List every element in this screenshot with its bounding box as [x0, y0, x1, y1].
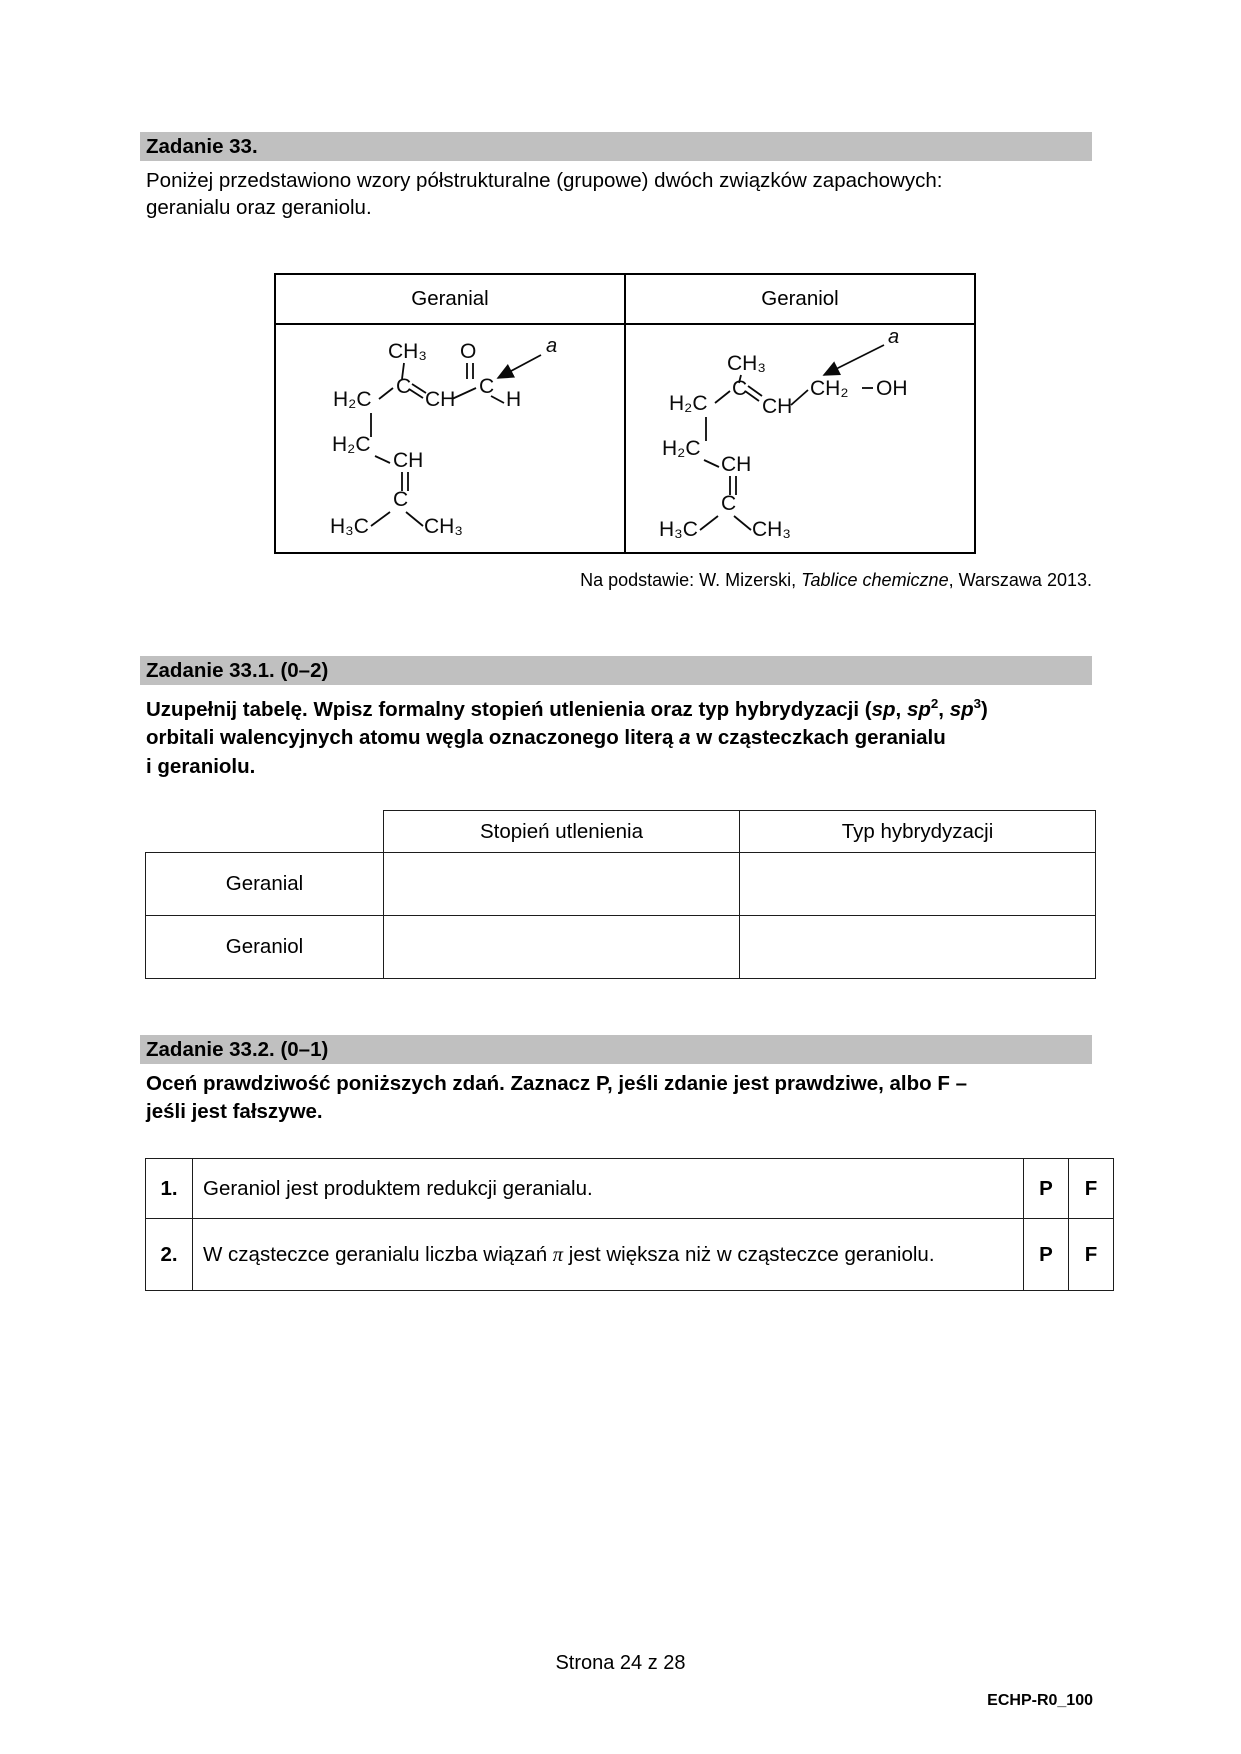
answer-cell-geraniol-oxidation[interactable] [384, 916, 740, 979]
source-pre: Na podstawie: W. Mizerski, [580, 570, 802, 590]
task33-intro [146, 167, 1092, 221]
statement-number: 1. [146, 1159, 193, 1219]
label-a-arrow [824, 345, 884, 375]
answer-cell-geraniol-hybridization[interactable] [740, 916, 1096, 979]
atom-label: CH [721, 453, 752, 476]
source-post: , Warszawa 2013. [948, 570, 1092, 590]
atom-label: OH [876, 377, 908, 400]
pi-symbol: π [552, 1243, 564, 1266]
task331-header-label: Zadanie 33.1. (0–2) [146, 659, 329, 682]
atom-label: C [393, 488, 409, 511]
statement-text [193, 1219, 1024, 1291]
task332-header-label: Zadanie 33.2. (0–1) [146, 1038, 329, 1061]
atom-label: CH₃ [388, 340, 427, 363]
atom-label: C [732, 377, 748, 400]
option-f-statement-1[interactable]: F [1069, 1159, 1114, 1219]
atom-label: H [506, 388, 522, 411]
carbon-a-label: a [546, 335, 558, 357]
geraniol-structure-drawing [626, 325, 974, 552]
true-false-table [145, 1158, 1114, 1291]
table331-col-header-oxidation: Stopień utlenienia [384, 811, 740, 853]
instr-text: , [895, 697, 907, 721]
task33-intro-line2: geranialu oraz geraniolu. [146, 196, 372, 219]
source-attribution [580, 570, 1092, 591]
page-number: Strona 24 z 28 [555, 1652, 686, 1674]
sp-symbol: sp [871, 697, 896, 721]
atom-label: H₃C [659, 518, 698, 541]
task332-instruction [146, 1070, 1092, 1126]
task331-instruction [146, 690, 1092, 781]
atom-label: CH₃ [752, 518, 791, 541]
task331-header-bar [140, 656, 1092, 685]
table-row [146, 1219, 1114, 1291]
sp-symbol: sp [949, 697, 974, 721]
source-title: Tablice chemiczne [801, 570, 949, 590]
geraniol-structure-cell [625, 324, 975, 553]
instr-text: orbitali walencyjnych atomu węgla oznaczonego literą [146, 726, 680, 750]
atom-label: CH [762, 395, 793, 418]
atom-label: H₂C [333, 388, 372, 411]
table331-stub-cell [146, 811, 384, 853]
atom-label: H₂C [662, 437, 701, 460]
statement-text [193, 1159, 1024, 1219]
task33-header-label: Zadanie 33. [146, 135, 258, 158]
instr-text: jeśli jest fałszywe. [146, 1100, 323, 1123]
table331-col-header-hybridization: Typ hybrydyzacji [740, 811, 1096, 853]
answer-cell-geranial-oxidation[interactable] [384, 853, 740, 916]
label-a-arrow [498, 355, 541, 378]
statement-2-text: jest większa niż w cząsteczce geraniolu. [563, 1242, 935, 1266]
atom-label: CH₂ [810, 377, 849, 400]
table-row [146, 1159, 1114, 1219]
atom-label: H₃C [330, 515, 369, 538]
instr-text: , [938, 697, 950, 721]
statement-number: 2. [146, 1219, 193, 1291]
atom-label: C [396, 375, 412, 398]
table331-row-label-geraniol: Geraniol [146, 916, 384, 979]
sp2-superscript: 2 [930, 696, 939, 711]
atom-label: CH [425, 388, 456, 411]
atom-label: O [460, 340, 477, 363]
instr-text: i geraniolu. [146, 754, 256, 778]
carbon-a-label: a [888, 326, 900, 348]
atom-label: H₂C [332, 433, 371, 456]
task33-intro-line1: Poniżej przedstawiono wzory półstrukturalne (grupowe) dwóch związków zapachowych: [146, 169, 943, 192]
geranial-structure-cell [275, 324, 625, 553]
instr-text: w cząsteczkach geranialu [690, 726, 946, 750]
oxidation-hybridization-table [145, 810, 1096, 979]
answer-cell-geranial-hybridization[interactable] [740, 853, 1096, 916]
statement-1-text: Geraniol jest produktem redukcji geranialu. [203, 1177, 593, 1200]
task332-header-bar [140, 1035, 1092, 1064]
document-code: ECHP-R0_100 [987, 1692, 1093, 1709]
task33-header-bar [140, 132, 1092, 161]
atom-label: C [721, 492, 737, 515]
sp-symbol: sp [906, 697, 931, 721]
a-symbol: a [679, 726, 691, 750]
geranial-structure-drawing [276, 325, 624, 552]
atom-label: CH₃ [424, 515, 463, 538]
sp3-superscript: 3 [973, 696, 982, 711]
atom-label: C [479, 375, 495, 398]
atom-label: CH [393, 449, 424, 472]
atom-label: H₂C [669, 392, 708, 415]
statement-2-text: W cząsteczce geranialu liczba wiązań [203, 1242, 553, 1266]
instr-text: ) [981, 697, 988, 721]
structures-table [274, 273, 976, 554]
instr-text: Oceń prawdziwość poniższych zdań. Zaznacz P, jeśli zdanie jest prawdziwe, albo F – [146, 1072, 967, 1095]
table331-row-label-geranial: Geranial [146, 853, 384, 916]
instr-text: Uzupełnij tabelę. Wpisz formalny stopień utlenienia oraz typ hybrydyzacji ( [146, 697, 872, 721]
structure-header-geranial: Geranial [275, 274, 625, 324]
atom-label: CH₃ [727, 352, 766, 375]
option-p-statement-2[interactable]: P [1024, 1219, 1069, 1291]
option-p-statement-1[interactable]: P [1024, 1159, 1069, 1219]
structure-header-geraniol: Geraniol [625, 274, 975, 324]
option-f-statement-2[interactable]: F [1069, 1219, 1114, 1291]
